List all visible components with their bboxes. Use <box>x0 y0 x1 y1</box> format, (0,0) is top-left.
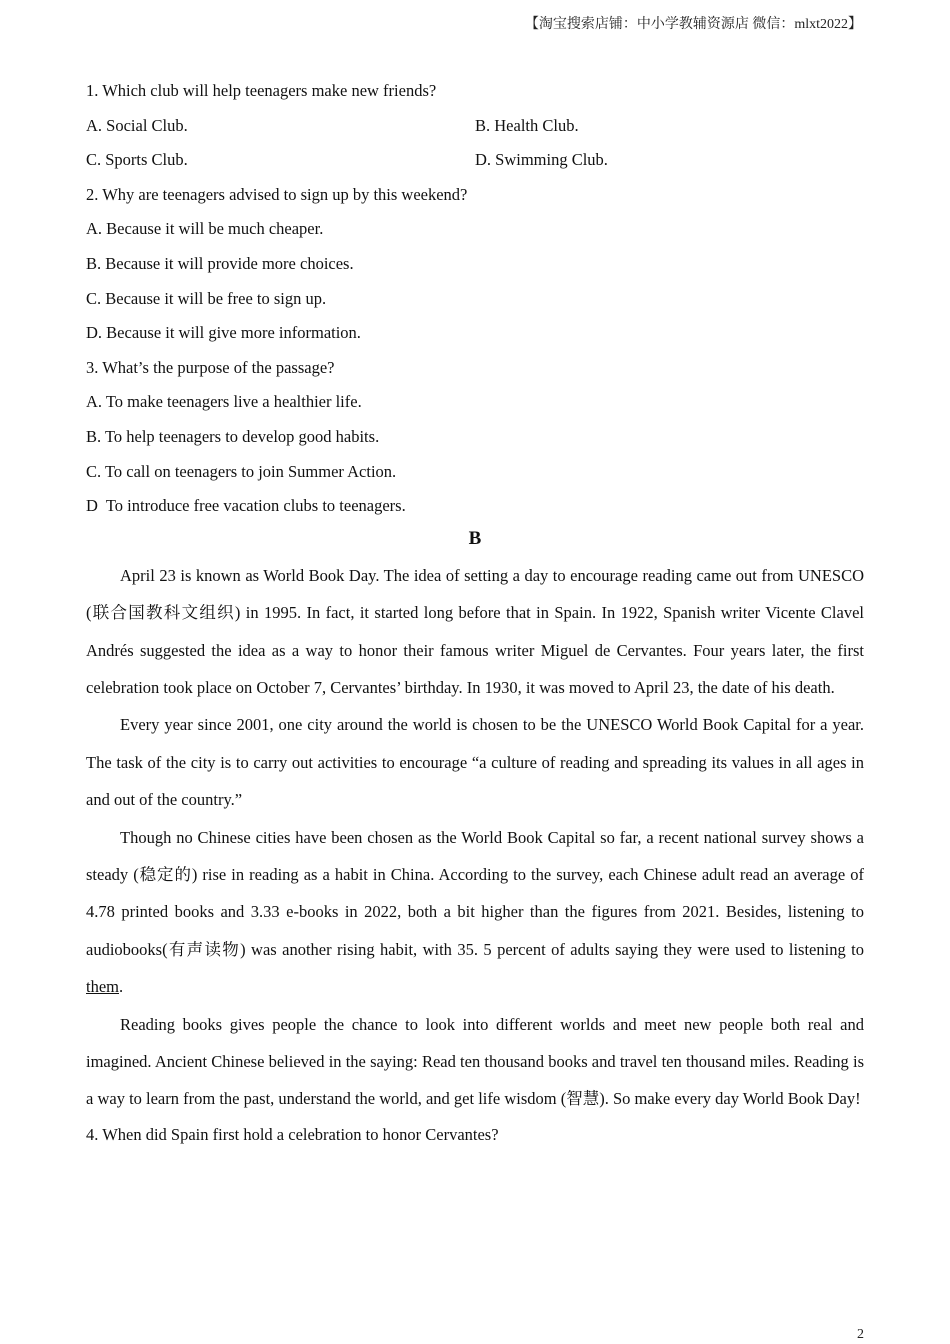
paragraph <box>86 557 864 707</box>
punctuation: . <box>119 977 124 997</box>
question-stem: 1. Which club will help teenagers make new friends? <box>86 81 437 100</box>
option: B. Health Club. <box>475 115 579 135</box>
option: C. Sports Club. <box>86 150 188 170</box>
option: A. To make teenagers live a healthier life. <box>86 392 362 412</box>
page-header: 【淘宝搜索店铺：中小学教辅资源店 微信：mlxt2022】 <box>524 17 862 32</box>
option: C. Because it will be free to sign up. <box>86 288 327 308</box>
question-stem: 4. When did Spain first hold a celebration to honor Cervantes? <box>86 1124 499 1144</box>
option: B. Because it will provide more choices. <box>86 253 354 273</box>
question-stem: 3. What’s the purpose of the passage? <box>86 357 335 377</box>
document-body <box>86 78 864 1152</box>
paragraph-text: Every year since 2001, one city around the world is chosen to be the UNESCO World Book Capital for a year. The task of the city is to carry out activities to encourage “a culture of reading and spreading its values in all ages in and out of the country.” <box>86 715 864 810</box>
option: D. Swimming Club. <box>475 150 608 170</box>
option-row <box>86 147 864 182</box>
option: C. To call on teenagers to join Summer Action. <box>86 461 397 481</box>
question-stem: 2. Why are teenagers advised to sign up by this weekend? <box>86 184 468 204</box>
paragraph-text: Though no Chinese cities have been chosen as the World Book Capital so far, a recent national survey shows a steady (稳定的) rise in reading as a habit in China. According to the survey, each Chinese adult read an average of 4.78 printed books and 3.33 e-books in 2022, both a bit higher than the figures from 2021. Besides, listening to audiobooks(有声读物) was another rising habit, with 35. 5 percent of adults saying they were used to listening to <box>86 827 864 959</box>
option-row <box>86 113 864 148</box>
paragraph <box>86 1006 864 1118</box>
option: D. Because it will give more information. <box>86 323 361 343</box>
option: A. Because it will be much cheaper. <box>86 219 324 239</box>
paragraph <box>86 706 864 818</box>
page-number: 2 <box>857 1327 864 1342</box>
paragraph-text: Reading books gives people the chance to look into different worlds and meet new people both real and imagined. Ancient Chinese believed in the saying: Read ten thousand books and travel ten thousand miles. Reading is a way to learn from the past, understand the world, and get life wisdom (智慧). So make every day World Book Day! <box>86 1014 864 1109</box>
paragraph-text: April 23 is known as World Book Day. The idea of setting a day to encourage reading came out from UNESCO (联合国教科文组织) in 1995. In fact, it started long before that in Spain. In 1922, Spanish writer Vicente Clavel Andrés suggested the idea as a way to honor their famous writer Miguel de Cervantes. Four years later, the first celebration took place on October 7, Cervantes’ birthday. In 1930, it was moved to April 23, the date of his death. <box>86 565 864 697</box>
option: B. To help teenagers to develop good habits. <box>86 426 380 446</box>
paragraph <box>86 819 864 1006</box>
section-title: B <box>468 527 482 549</box>
option: A. Social Club. <box>86 115 188 135</box>
option: D To introduce free vacation clubs to teenagers. <box>86 496 406 516</box>
underlined-word: them <box>86 977 119 997</box>
